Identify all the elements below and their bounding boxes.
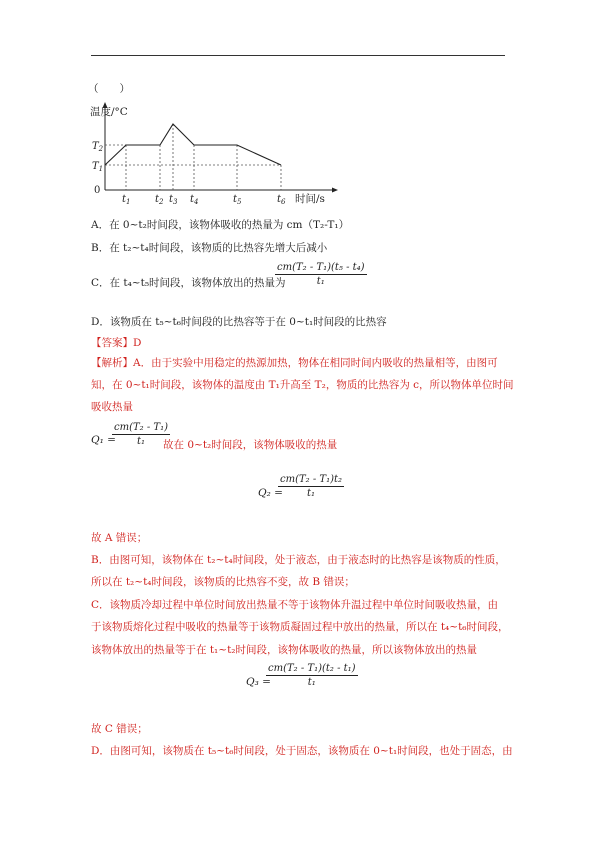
fraction-numerator: cm(T₂ - T₁) [114, 422, 168, 433]
fraction-denominator: t₁ [316, 276, 325, 287]
fraction-denominator: t₁ [136, 436, 145, 447]
analysis-c-line-3: 该物体放出的热量等于在 t₁~t₂时间段，该物体吸收的热量，所以该物体放出的热量 [91, 644, 477, 656]
q1-tail-text: 故在 0~t₂时间段，该物体吸收的热量 [163, 439, 338, 451]
x-tick-t6: $t_6$ [277, 194, 286, 206]
q3-fraction [266, 663, 358, 688]
x-tick-t4: $t_4$ [190, 194, 199, 206]
a-conclusion: 故 A 错误； [91, 532, 148, 544]
fraction-denominator: t₁ [307, 677, 316, 688]
analysis-b-line-1: B．由图可知，该物体在 t₂~t₄时间段，处于液态，由于液态时的比热容是该物质的性质， [91, 554, 506, 566]
analysis-line-2: 知，在 0~t₁时间段，该物体的温度由 T₁升高至 T₂，物质的比热容为 c，所以物体单位时间 [91, 379, 514, 391]
analysis-line-1: 【解析】A．由于实验中用稳定的热源加热，物体在相同时间内吸收的热量相等，由图可 [91, 357, 498, 369]
fraction-denominator: t₁ [306, 488, 316, 499]
origin-label: 0 [94, 185, 101, 196]
y-tick-t1: $T_1$ [92, 161, 104, 173]
analysis-c-line-1: C．该物质冷却过程中单位时间放出热量不等于该物体升温过程中单位时间吸收热量，由 [91, 599, 499, 611]
x-axis-label: 时间/s [295, 193, 325, 205]
fraction-numerator: cm(T₂ - T₁)(t₂ - t₁) [268, 663, 356, 674]
temperature-time-graph [88, 100, 338, 210]
q2-fraction [278, 474, 344, 499]
q1-fraction [112, 422, 170, 447]
analysis-c-line-2: 于该物质熔化过程中吸收的热量等于该物质凝固过程中放出的热量，所以在 t₄~t₆时间段， [91, 621, 509, 633]
q1-label: Q₁ = [91, 434, 116, 446]
x-tick-t1: $t_1$ [122, 194, 131, 206]
analysis-line-3: 吸收热量 [91, 401, 133, 413]
option-b: B．在 t₂~t₄时间段，该物质的比热容先增大后减小 [91, 242, 328, 254]
option-a: A．在 0~t₂时间段，该物体吸收的热量为 cm（T₂-T₁） [91, 219, 350, 231]
answer-blank: （ ） [88, 83, 130, 95]
x-tick-t3: $t_3$ [169, 194, 178, 206]
answer-label: 【答案】D [91, 337, 142, 349]
fraction-numerator: cm(T₂ - T₁)(t₅ - t₄) [277, 262, 365, 273]
y-tick-t2: $T_2$ [92, 141, 104, 153]
header-rule [91, 55, 505, 56]
option-c: C．在 t₄~t₅时间段，该物体放出的热量为 [91, 277, 286, 289]
q2-label: Q₂ = [258, 487, 283, 499]
option-c-fraction [275, 262, 367, 287]
c-conclusion: 故 C 错误； [91, 723, 148, 735]
analysis-b-line-2: 所以在 t₂~t₄时间段，该物质的比热容不变，故 B 错误； [91, 576, 355, 588]
option-d: D．该物质在 t₅~t₆时间段的比热容等于在 0~t₁时间段的比热容 [91, 316, 387, 328]
y-axis-label: 温度/°C [90, 106, 128, 118]
x-tick-t5: $t_5$ [233, 194, 242, 206]
x-tick-t2: $t_2$ [155, 194, 164, 206]
fraction-numerator: cm(T₂ - T₁)t₂ [280, 474, 343, 485]
q3-label: Q₃ = [246, 676, 271, 688]
temperature-curve [105, 124, 281, 165]
analysis-d-line-1: D．由图可知，该物质在 t₅~t₆时间段，处于固态，该物质在 0~t₁时间段，也处于固态，由 [91, 745, 513, 757]
